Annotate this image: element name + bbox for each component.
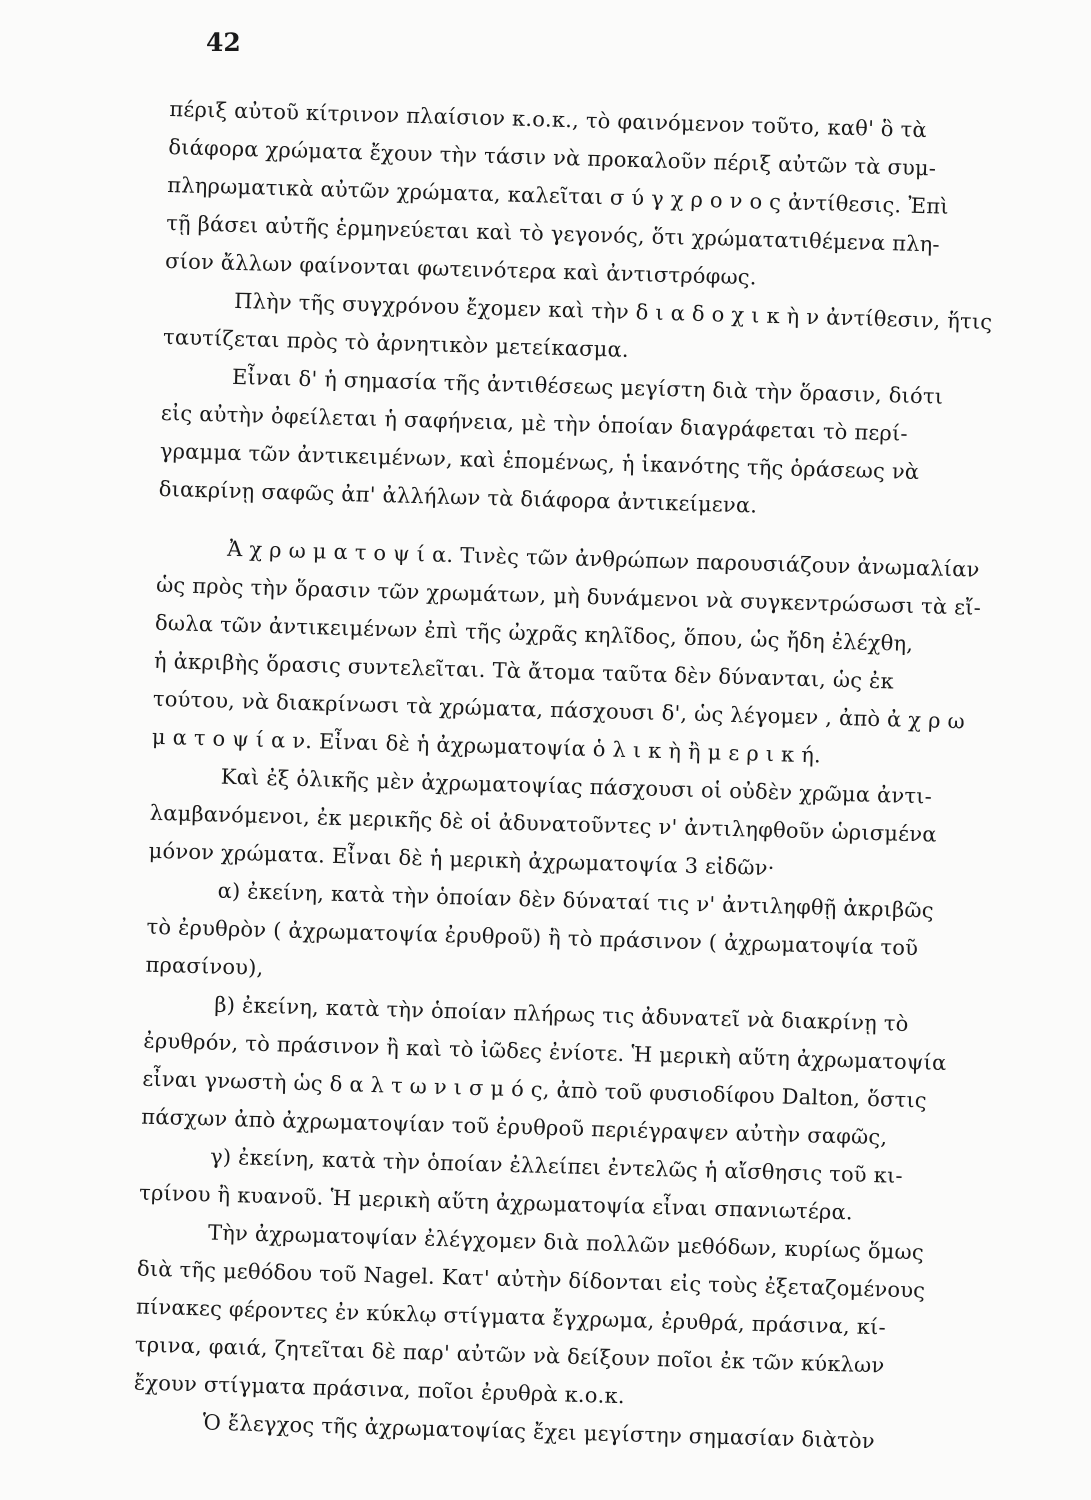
text-line: τὸ ἐρυθρὸν ( ἀχρωματοψία ἐρυθροῦ) ἢ τὸ πράσινον ( ἀχρωματοψία τοῦ <box>146 914 919 961</box>
text-line: μ α τ ο ψ ί α ν. Εἶναι δὲ ἡ ἀχρωματοψία ὁ λ ι κ ὴ ἢ μ ε ρ ι κ ή. <box>151 724 822 768</box>
text-line: Τὴν ἀχρωματοψίαν ἐλέγχομεν διὰ πολλῶν μεθόδων, κυρίως ὅμως <box>207 1220 925 1265</box>
text-line: μόνον χρώματα. Εἶναι δὲ ἡ μερικὴ ἀχρωματοψία 3 εἰδῶν· <box>148 838 775 881</box>
text-line: ἔχουν στίγματα πράσινα, ποῖοι ἐρυθρὰ κ.ο.κ. <box>133 1370 626 1409</box>
page-number: 42 <box>206 28 241 57</box>
text-line: τούτου, νὰ διακρίνωσι τὰ χρώματα, πάσχουσι δ', ὡς λέγομεν , ἀπὸ ἀ χ ρ ω <box>152 686 966 734</box>
text-line: γραμμα τῶν ἀντικειμένων, καὶ ἑπομένως, ἡ ἱκανότης τῆς ὁράσεως νὰ <box>159 438 920 485</box>
text-line: Εἶναι δ' ἡ σημασία τῆς ἀντιθέσεως μεγίστη διὰ τὴν ὅρασιν, διότι <box>231 364 944 409</box>
text-line: τῇ βάσει αὐτῆς ἑρμηνεύεται καὶ τὸ γεγονός, ὅτι χρώματατιθέμενα πλη- <box>165 210 941 257</box>
text-line: Καὶ ἐξ ὁλικῆς μὲν ἀχρωματοψίας πάσχουσι οἱ οὐδὲν χρῶμα ἀντι- <box>220 764 933 809</box>
text-line: Ὁ ἔλεγχος τῆς ἀχρωματοψίας ἔχει μεγίστην σημασίαν διὰτὸν <box>202 1410 876 1454</box>
page-body <box>132 90 1049 1464</box>
section-heading-line: Ἀ χ ρ ω μ α τ ο ψ ί α. Τινὲς τῶν ἀνθρώπων παρουσιάζουν ἀνωμαλίαν <box>226 536 980 582</box>
text-line: πέριξ αὐτοῦ κίτρινον πλαίσιον κ.ο.κ., τὸ φαινόμενον τοῦτο, καθ' ὃ τὰ <box>169 96 928 143</box>
text-line: πάσχων ἀπὸ ἀχρωματοψίαν τοῦ ἐρυθροῦ περιέγραψεν αὐτὴν σαφῶς, <box>140 1104 888 1150</box>
text-line: δωλα τῶν ἀντικειμένων ἐπὶ τῆς ὠχρᾶς κηλῖδος, ὅπου, ὡς ἤδη ἐλέχθη, <box>154 610 914 656</box>
text-line: τρινα, φαιά, ζητεῖται δὲ παρ' αὐτῶν νὰ δείξουν ποῖοι ἐκ τῶν κύκλων <box>134 1332 885 1378</box>
list-item-beta: β) ἐκείνη, κατὰ τὴν ὁποίαν πλήρως τις ἀδυνατεῖ νὰ διακρίνῃ τὸ <box>214 992 909 1036</box>
text-line: διακρίνῃ σαφῶς ἀπ' ἀλλήλων τὰ διάφορα ἀντικείμενα. <box>158 476 758 518</box>
text-line: εἰς αὐτὴν ὀφείλεται ἡ σαφήνεια, μὲ τὴν ὁποίαν διαγράφεται τὸ περί- <box>160 400 909 446</box>
text-line: ὡς πρὸς τὴν ὅρασιν τῶν χρωμάτων, μὴ δυνάμενοι νὰ συγκεντρώσωσι τὰ εἴ- <box>155 572 982 620</box>
text-line: λαμβανόμενοι, ἐκ μερικῆς δὲ οἱ ἀδυνατοῦντες ν' ἀντιληφθοῦν ὡρισμένα <box>149 800 937 847</box>
text-line: πρασίνου), <box>145 952 264 980</box>
list-item-gamma: γ) ἐκείνη, κατὰ τὴν ὁποίαν ἐλλείπει ἐντελῶς ἡ αἴσθησις τοῦ κι- <box>209 1144 904 1188</box>
text-line: διὰ τῆς μεθόδου τοῦ Nagel. Κατ' αὐτὴν δίδονται εἰς τοὺς ἐξεταζομένους <box>136 1256 926 1303</box>
text-line: ταυτίζεται πρὸς τὸ ἀρνητικὸν μετείκασμα. <box>162 324 630 362</box>
text-line: ἐρυθρόν, τὸ πράσινον ἢ καὶ τὸ ἰῶδες ἐνίοτε. Ἡ μερικὴ αὕτη ἀχρωματοψία <box>143 1028 947 1076</box>
text-line: Πλὴν τῆς συγχρόνου ἔχομεν καὶ τὴν δ ι α δ ο χ ι κ ὴ ν ἀντίθεσιν, ἥτις <box>233 288 993 335</box>
text-line: σίον ἄλλων φαίνονται φωτεινότερα καὶ ἀντιστρόφως. <box>164 248 758 290</box>
text-line: διάφορα χρώματα ἔχουν τὴν τάσιν νὰ προκαλοῦν πέριξ αὐτῶν τὰ συμ- <box>168 134 937 181</box>
text-line: τρίνου ἢ κυανοῦ. Ἡ μερικὴ αὕτη ἀχρωματοψία εἶναι σπανιωτέρα. <box>138 1180 854 1225</box>
text-line: πίνακες φέροντες ἐν κύκλῳ στίγματα ἔγχρωμα, ἐρυθρά, πράσινα, κί- <box>135 1294 887 1340</box>
text-line: εἶναι γνωστὴ ὡς δ α λ τ ω ν ι σ μ ό ς, ἀπὸ τοῦ φυσιοδίφου Dalton, ὅστις <box>142 1066 928 1113</box>
text-line: πληρωματικὰ αὐτῶν χρώματα, καλεῖται σ ύ γ χ ρ ο ν ο ς ἀντίθεσις. Ἐπὶ <box>167 172 950 219</box>
list-item-alpha: α) ἐκείνη, κατὰ τὴν ὁποίαν δὲν δύναταί τις ν' ἀντιληφθῇ ἀκριβῶς <box>217 878 935 923</box>
text-line: ἡ ἀκριβὴς ὅρασις συντελεῖται. Τὰ ἄτομα ταῦτα δὲν δύνανται, ὡς ἐκ <box>153 648 895 694</box>
